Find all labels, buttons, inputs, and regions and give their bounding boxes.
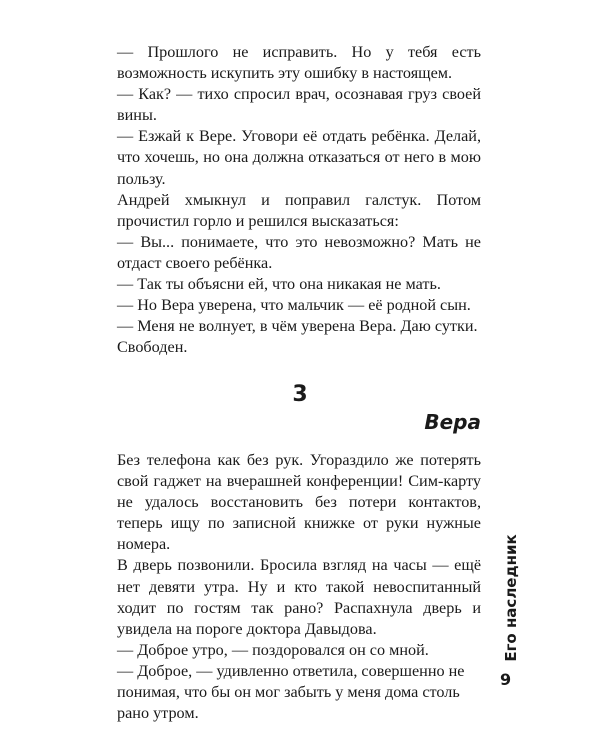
bottom-text-block <box>117 450 481 724</box>
paragraph: — Доброе, — удивленно ответила, совершенно не понимая, что бы он мог забыть у меня дома столь рано утром. <box>117 661 465 723</box>
paragraph: — Доброе утро, — поздоровался он со мной. <box>117 640 429 659</box>
running-book-title <box>499 532 523 664</box>
paragraph: — Меня не волнует, в чём уверена Вера. Даю сутки. Свободен. <box>117 317 478 357</box>
chapter-title: Вера <box>424 410 481 434</box>
paragraph: — Как? — тихо спросил врач, осознавая груз своей вины. <box>117 85 481 125</box>
paragraph: Андрей хмыкнул и поправил галстук. Потом прочистил горло и решился высказаться: <box>117 190 481 230</box>
paragraph: — Так ты объясни ей, что она никакая не мать. <box>117 275 441 294</box>
page-number: 9 <box>500 670 512 689</box>
paragraph: Без телефона как без рук. Угораздило же потерять свой гаджет на вчерашней конференции! Сим-карту не удалось восстановить без потери контактов, теперь ищу по записной книжке от руки нужные номера. <box>117 451 481 554</box>
paragraph: — Езжай к Вере. Уговори её отдать ребёнка. Делай, что хочешь, но она должна отказаться от него в мою пользу. <box>117 127 481 188</box>
paragraph: — Прошлого не исправить. Но у тебя есть возможность искупить эту ошибку в настоящем. <box>117 43 481 83</box>
paragraph: — Но Вера уверена, что мальчик — её родной сын. <box>117 296 471 315</box>
paragraph: В дверь позвонили. Бросила взгляд на часы — ещё нет девяти утра. Ну и кто такой невоспитанный ходит по гостям так рано? Распахнула дверь и увидела на пороге доктора Давыдова. <box>117 556 481 638</box>
top-text-block <box>117 42 481 358</box>
paragraph: — Вы... понимаете, что это невозможно? Мать не отдаст своего ребёнка. <box>117 232 481 272</box>
running-book-title-text: Его наследник <box>502 534 520 662</box>
chapter-number: 3 <box>292 382 308 407</box>
